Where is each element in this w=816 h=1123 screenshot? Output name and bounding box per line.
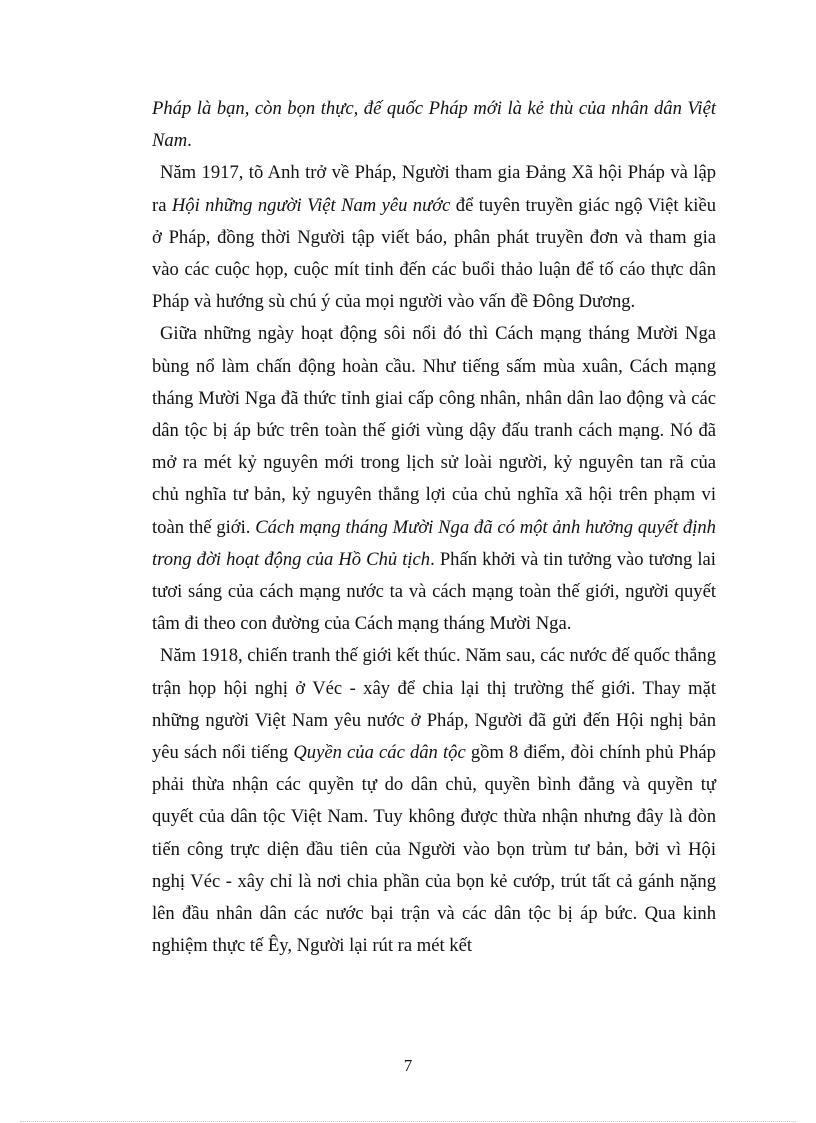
paragraph-3 [152,318,716,640]
page-bottom-divider [20,1121,796,1122]
paragraph-4 [152,640,716,962]
paragraph-2 [152,157,716,318]
text-run: Năm 1917, tõ Anh trở về Pháp, Người tham gia Đảng Xã hội Pháp và lập ra [152,162,716,216]
page-number: 7 [403,1056,413,1075]
paragraph-1 [152,93,716,157]
text-run: Năm 1918, chiến tranh thế giới kết thúc. Năm sau, các nước đế quốc thắng trận họp hội nghị ở Véc - xây để chia lại thị trường thế giới. Thay mặt những người Việt Nam yêu nước ở Pháp, Người đã gửi đến Hội nghị bản yêu sách nổi tiếng [152,645,716,764]
text-run: Giữa những ngày hoạt động sôi nổi đó thì Cách mạng tháng Mười Nga bùng nổ làm chấn động hoàn cầu. Như tiếng sấm mùa xuân, Cách mạng tháng Mười Nga đã thức tỉnh giai cấp công nhân, nhân dân lao động và các dân tộc bị áp bức trên toàn thế giới vùng dậy đấu tranh cách mạng. Nó đã mở ra mét kỷ nguyên mới trong lịch sử loài người, kỷ nguyên tan rã của chủ nghĩa tư bản, kỷ nguyên thắng lợi của chủ nghĩa xã hội trên phạm vi toàn thế giới. [152,323,716,538]
italic-run: Pháp là bạn, còn bọn thực, đế quốc Pháp mới là kẻ thù của nhân dân Việt Nam [152,98,716,152]
body-text [152,93,716,962]
text-run: . Phấn khởi và tin tưởng vào tương lai tươi sáng của cách mạng nước ta và cách mạng toàn thế giới, người quyết tâm đi theo con đường của Cách mạng tháng Mười Nga. [152,548,716,635]
text-run: gồm 8 điểm, đòi chính phủ Pháp phải thừa nhận các quyền tự do dân chủ, quyền bình đẳng và quyền tự quyết của dân tộc Việt Nam. Tuy không được thừa nhận nhưng đây là đòn tiến công trực diện đầu tiên của Người vào bọn trùm tư bản, bởi vì Hội nghị Véc - xây chỉ là nơi chia phần của bọn kẻ cướp, trút tất cả gánh nặng lên đầu nhân dân các nước bại trận và các dân tộc bị áp bức. Qua kinh nghiệm thực tế Êy, Người lại rút ra mét kết [152,742,716,957]
italic-run: Quyền của các dân tộc [293,742,466,764]
italic-run: Hội những người Việt Nam yêu nước [171,194,451,216]
italic-run: Cách mạng tháng Mười Nga đã có một ảnh hưởng quyết định trong đời hoạt động của Hồ Chủ tịch [152,516,716,570]
text-run: để tuyên truyền giác ngộ Việt kiều ở Pháp, đồng thời Người tập viết báo, phân phát truyền đơn và tham gia vào các cuộc họp, cuộc mít tinh đến các buổi thảo luận để tố cáo thực dân Pháp và hướng sù chú ý của mọi người vào vấn đề Đông Dương. [152,194,716,313]
text-run: . [187,130,192,152]
